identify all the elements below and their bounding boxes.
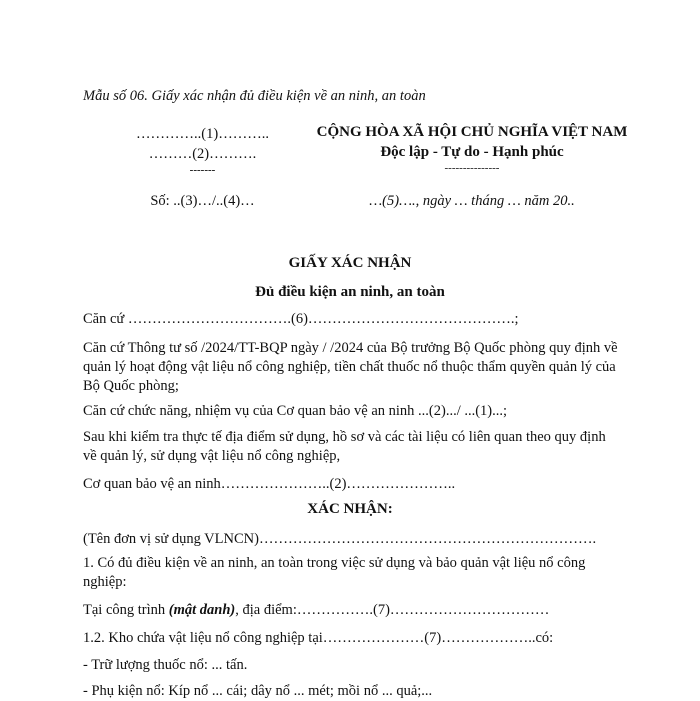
national-divider: ---------------: [444, 162, 500, 174]
security-agency-line: Cơ quan bảo vệ an ninh…………………..(2)…………………..: [83, 476, 456, 492]
place-date: …(5)…., ngày … tháng … năm 20..: [369, 193, 575, 209]
national-title: CỘNG HÒA XÃ HỘI CHỦ NGHĨA VIỆT NAM: [316, 124, 628, 140]
basis-clause-3: Căn cứ chức năng, nhiệm vụ của Cơ quan bảo vệ an ninh ...(2).../ ...(1)...;: [83, 403, 508, 419]
site-location-suffix: , địa điểm:…………….(7)……………………………: [235, 602, 550, 618]
confirm-heading: XÁC NHẬN:: [307, 501, 393, 517]
unit-name-line: (Tên đơn vị sử dụng VLNCN)…………………………………………………………….: [83, 531, 597, 547]
inspection-clause: Sau khi kiểm tra thực tế địa điểm sử dụng, hồ sơ và các tài liệu có liên quan theo quy định về quản lý, sử dụng vật liệu nổ công nghiệp,: [83, 429, 606, 464]
accessories-line: - Phụ kiện nổ: Kíp nổ ... cái; dây nổ ... mét; mồi nổ ... quả;...: [83, 683, 433, 699]
form-label: Mẫu số 06. Giấy xác nhận đủ điều kiện về an ninh, an toàn: [83, 88, 426, 104]
explosive-stock-line: - Trữ lượng thuốc nổ: ... tấn.: [83, 657, 248, 673]
agency-header: [95, 124, 310, 176]
site-location-line: [83, 601, 618, 620]
basis-clause-2: Căn cứ Thông tư số /2024/TT-BQP ngày / /2024 của Bộ trưởng Bộ Quốc phòng quy định về quản lý hoạt động vật liệu nổ công nghiệp, tiền chất thuốc nổ thuộc thẩm quyền quản lý của Bộ Quốc phòng;: [83, 340, 618, 394]
basis-clause-1: Căn cứ …………………………….(6)…………………………………….;: [83, 311, 519, 327]
agency-divider: -------: [189, 164, 216, 176]
document-title: GIẤY XÁC NHẬN: [288, 255, 412, 271]
agency-line-1: …………..(1)………..: [136, 126, 269, 142]
site-location-prefix: Tại công trình: [83, 602, 169, 618]
code-name-label: (mật danh): [168, 602, 236, 618]
national-header: [282, 122, 662, 174]
document-number: Số: ..(3)…/..(4)…: [150, 193, 255, 209]
national-motto: Độc lập - Tự do - Hạnh phúc: [380, 144, 564, 160]
agency-line-2: ………(2)……….: [148, 146, 257, 162]
condition-item-1: 1. Có đủ điều kiện về an ninh, an toàn trong việc sử dụng và bảo quản vật liệu nổ công nghiệp:: [83, 555, 586, 590]
document-subtitle: Đủ điều kiện an ninh, an toàn: [255, 284, 445, 300]
storage-item-1-2: 1.2. Kho chứa vật liệu nổ công nghiệp tại…………………(7)………………..có:: [83, 630, 554, 646]
